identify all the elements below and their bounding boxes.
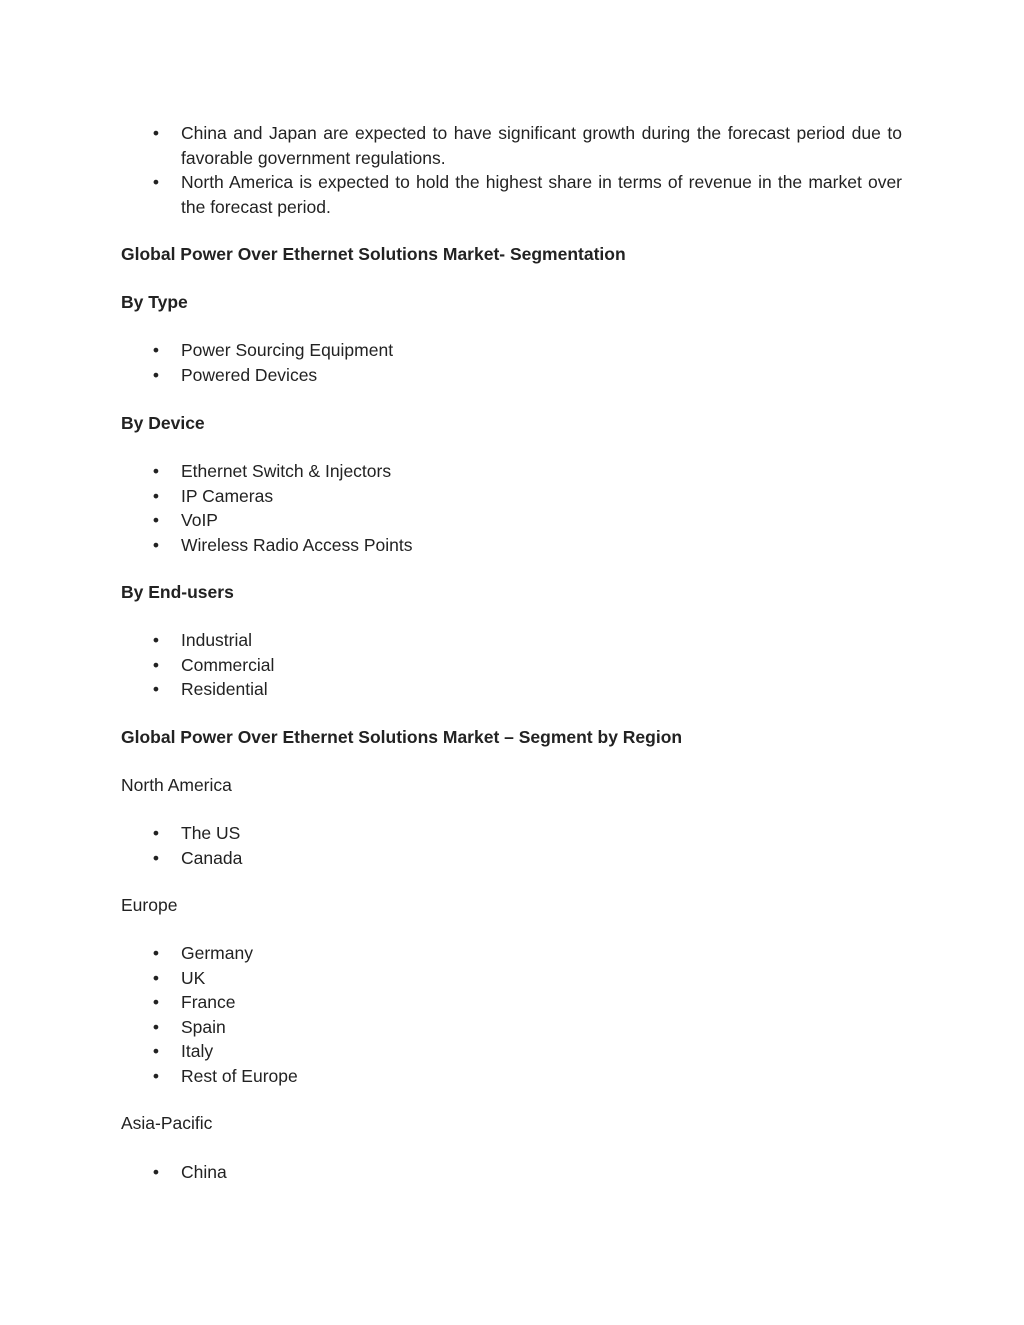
bullet-icon: • [152,340,160,360]
list-item [121,121,902,170]
north-america-list [121,821,902,870]
list-item [121,363,902,388]
by-device-heading: By Device [121,413,205,433]
asia-pacific-list [121,1160,902,1185]
region-heading: Global Power Over Ethernet Solutions Market – Segment by Region [121,727,683,747]
bullet-icon: • [152,461,160,481]
by-end-users-list [121,628,902,702]
list-item-text: Ethernet Switch & Injectors [181,461,392,481]
list-item-text: Germany [181,943,253,963]
list-item [121,533,902,558]
bullet-icon: • [152,123,160,143]
bullet-icon: • [152,1162,160,1182]
list-item-text: VoIP [181,510,218,530]
bullet-icon: • [152,823,160,843]
list-item-text: Italy [181,1041,214,1061]
list-item-text: The US [181,823,241,843]
list-item [121,628,902,653]
list-item [121,966,902,991]
list-item [121,508,902,533]
bullet-icon: • [152,847,160,868]
bullet-icon: • [152,1065,160,1086]
list-item-text: Commercial [181,654,275,675]
bullet-icon: • [152,654,160,675]
north-america-label: North America [121,775,232,795]
list-item-text: Wireless Radio Access Points [181,534,413,555]
list-item-text: Spain [181,1016,226,1037]
bullet-icon: • [152,510,160,530]
bullet-icon: • [152,364,160,385]
list-item [121,846,902,871]
bullet-icon: • [152,967,160,988]
list-item [121,1064,902,1089]
list-item-text: Residential [181,679,268,699]
list-item [121,941,902,966]
list-item-text: Powered Devices [181,364,318,385]
by-type-list [121,338,902,387]
bullet-icon: • [152,485,160,506]
list-item-text: Industrial [181,630,253,650]
europe-list [121,941,902,1088]
list-item [121,1015,902,1040]
list-item [121,990,902,1015]
bullet-icon: • [152,992,160,1012]
list-item [121,1160,902,1185]
bullet-icon: • [152,534,160,555]
list-item [121,338,902,363]
list-item [121,170,902,219]
list-item-text: Rest of Europe [181,1065,298,1086]
europe-label: Europe [121,895,178,915]
bullet-icon: • [152,630,160,650]
bullet-icon: • [152,943,160,963]
list-item-text: Power Sourcing Equipment [181,340,394,360]
list-item [121,653,902,678]
bullet-icon: • [152,1041,160,1061]
by-type-heading: By Type [121,292,188,312]
bullet-icon: • [152,679,160,699]
list-item [121,1039,902,1064]
list-item-text: China and Japan are expected to have significant growth during the forecast period due to favorable government regulations. [181,123,902,168]
bullet-icon: • [152,1016,160,1037]
list-item [121,821,902,846]
list-item [121,677,902,702]
list-item [121,459,902,484]
intro-bullet-list [121,121,902,219]
by-end-users-heading: By End-users [121,582,234,602]
list-item-text: Canada [181,847,243,868]
bullet-icon: • [152,172,160,192]
segmentation-heading: Global Power Over Ethernet Solutions Market- Segmentation [121,244,626,264]
by-device-list [121,459,902,557]
list-item-text: IP Cameras [181,485,274,506]
list-item-text: North America is expected to hold the highest share in terms of revenue in the market over the forecast period. [181,172,902,217]
list-item-text: France [181,992,236,1012]
asia-pacific-label: Asia-Pacific [121,1113,213,1133]
list-item [121,484,902,509]
list-item-text: UK [181,967,206,988]
list-item-text: China [181,1162,227,1182]
